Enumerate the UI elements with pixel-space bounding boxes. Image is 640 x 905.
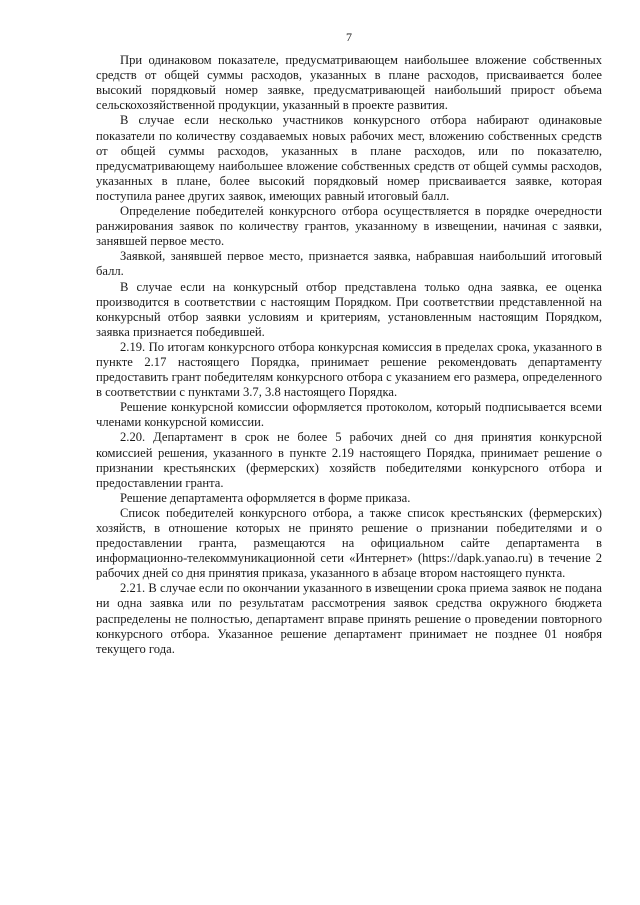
- paragraph-single-application: В случае если на конкурсный отбор представлена только одна заявка, ее оценка производится в соответствии с настоящим Порядком. При соответствии представленной на конкурсный отбор заявки условиям и критериям, установленным настоящим Порядком, заявка признается победившей.: [96, 279, 602, 339]
- paragraph-winner-determination: Определение победителей конкурсного отбора осуществляется в порядке очередности ранжирования заявок по количеству грантов, указанному в извещении, начиная с заявки, занявшей первое место.: [96, 204, 602, 249]
- paragraph-first-place: Заявкой, занявшей первое место, признается заявка, набравшая наибольший итоговый балл.: [96, 249, 602, 279]
- page-number: 7: [346, 30, 352, 44]
- paragraph-tie-breaking: В случае если несколько участников конкурсного отбора набирают одинаковые показатели по количеству создаваемых новых рабочих мест, вложению собственных средств от общей суммы расходов, указанных в плане расходов, или по показателю, предусматривающему наибольшее вложение собственных средств от общей суммы расходов, указанных в плане, более высокий порядковый номер присваивается заявке, которая поступила ранее других заявок, имеющих равный итоговый балл.: [96, 113, 602, 203]
- paragraph-equal-score-rule: При одинаковом показателе, предусматривающем наибольшее вложение собственных средств от общей суммы расходов, указанных в плане расходов, присваивается более высокий порядковый номер заявке, предусматривающей наибольший прирост объема сельскохозяйственной продукции, указанный в проекте развития.: [96, 53, 602, 113]
- paragraph-commission-protocol: Решение конкурсной комиссии оформляется протоколом, который подписывается всеми членами конкурсной комиссии.: [96, 400, 602, 430]
- paragraph-2-21: 2.21. В случае если по окончании указанного в извещении срока приема заявок не подана ни одна заявка или по результатам рассмотрения заявок средства окружного бюджета распределены не полностью, департамент вправе принять решение о проведении повторного конкурсного отбора. Указанное решение департамент принимает не позднее 01 ноября текущего года.: [96, 581, 602, 656]
- paragraph-winners-list: Список победителей конкурсного отбора, а также список крестьянских (фермерских) хозяйств, в отношение которых не принято решение о признании победителями и о предоставлении гранта, размещаются на официальном сайте департамента в информационно-телекоммуникационной сети «Интернет» (https://dapk.yanao.ru) в течение 2 рабочих дней со дня принятия приказа, указанного в абзаце втором настоящего пункта.: [96, 505, 602, 581]
- paragraph-2-20: 2.20. Департамент в срок не более 5 рабочих дней со дня принятия конкурсной комиссией решения, указанного в пункте 2.19 настоящего Порядка, принимает решение о признании крестьянских (фермерских) хозяйств победителями конкурсного отбора и предоставлении гранта.: [96, 430, 602, 490]
- document-page: [96, 30, 602, 657]
- paragraph-department-order: Решение департамента оформляется в форме приказа.: [120, 490, 411, 505]
- paragraph-2-19: 2.19. По итогам конкурсного отбора конкурсная комиссия в пределах срока, указанного в пункте 2.17 настоящего Порядка, принимает решение рекомендовать департаменту предоставить грант победителям конкурсного отбора с указанием его размера, определенного в соответствии с пунктами 3.7, 3.8 настоящего Порядка.: [96, 339, 602, 400]
